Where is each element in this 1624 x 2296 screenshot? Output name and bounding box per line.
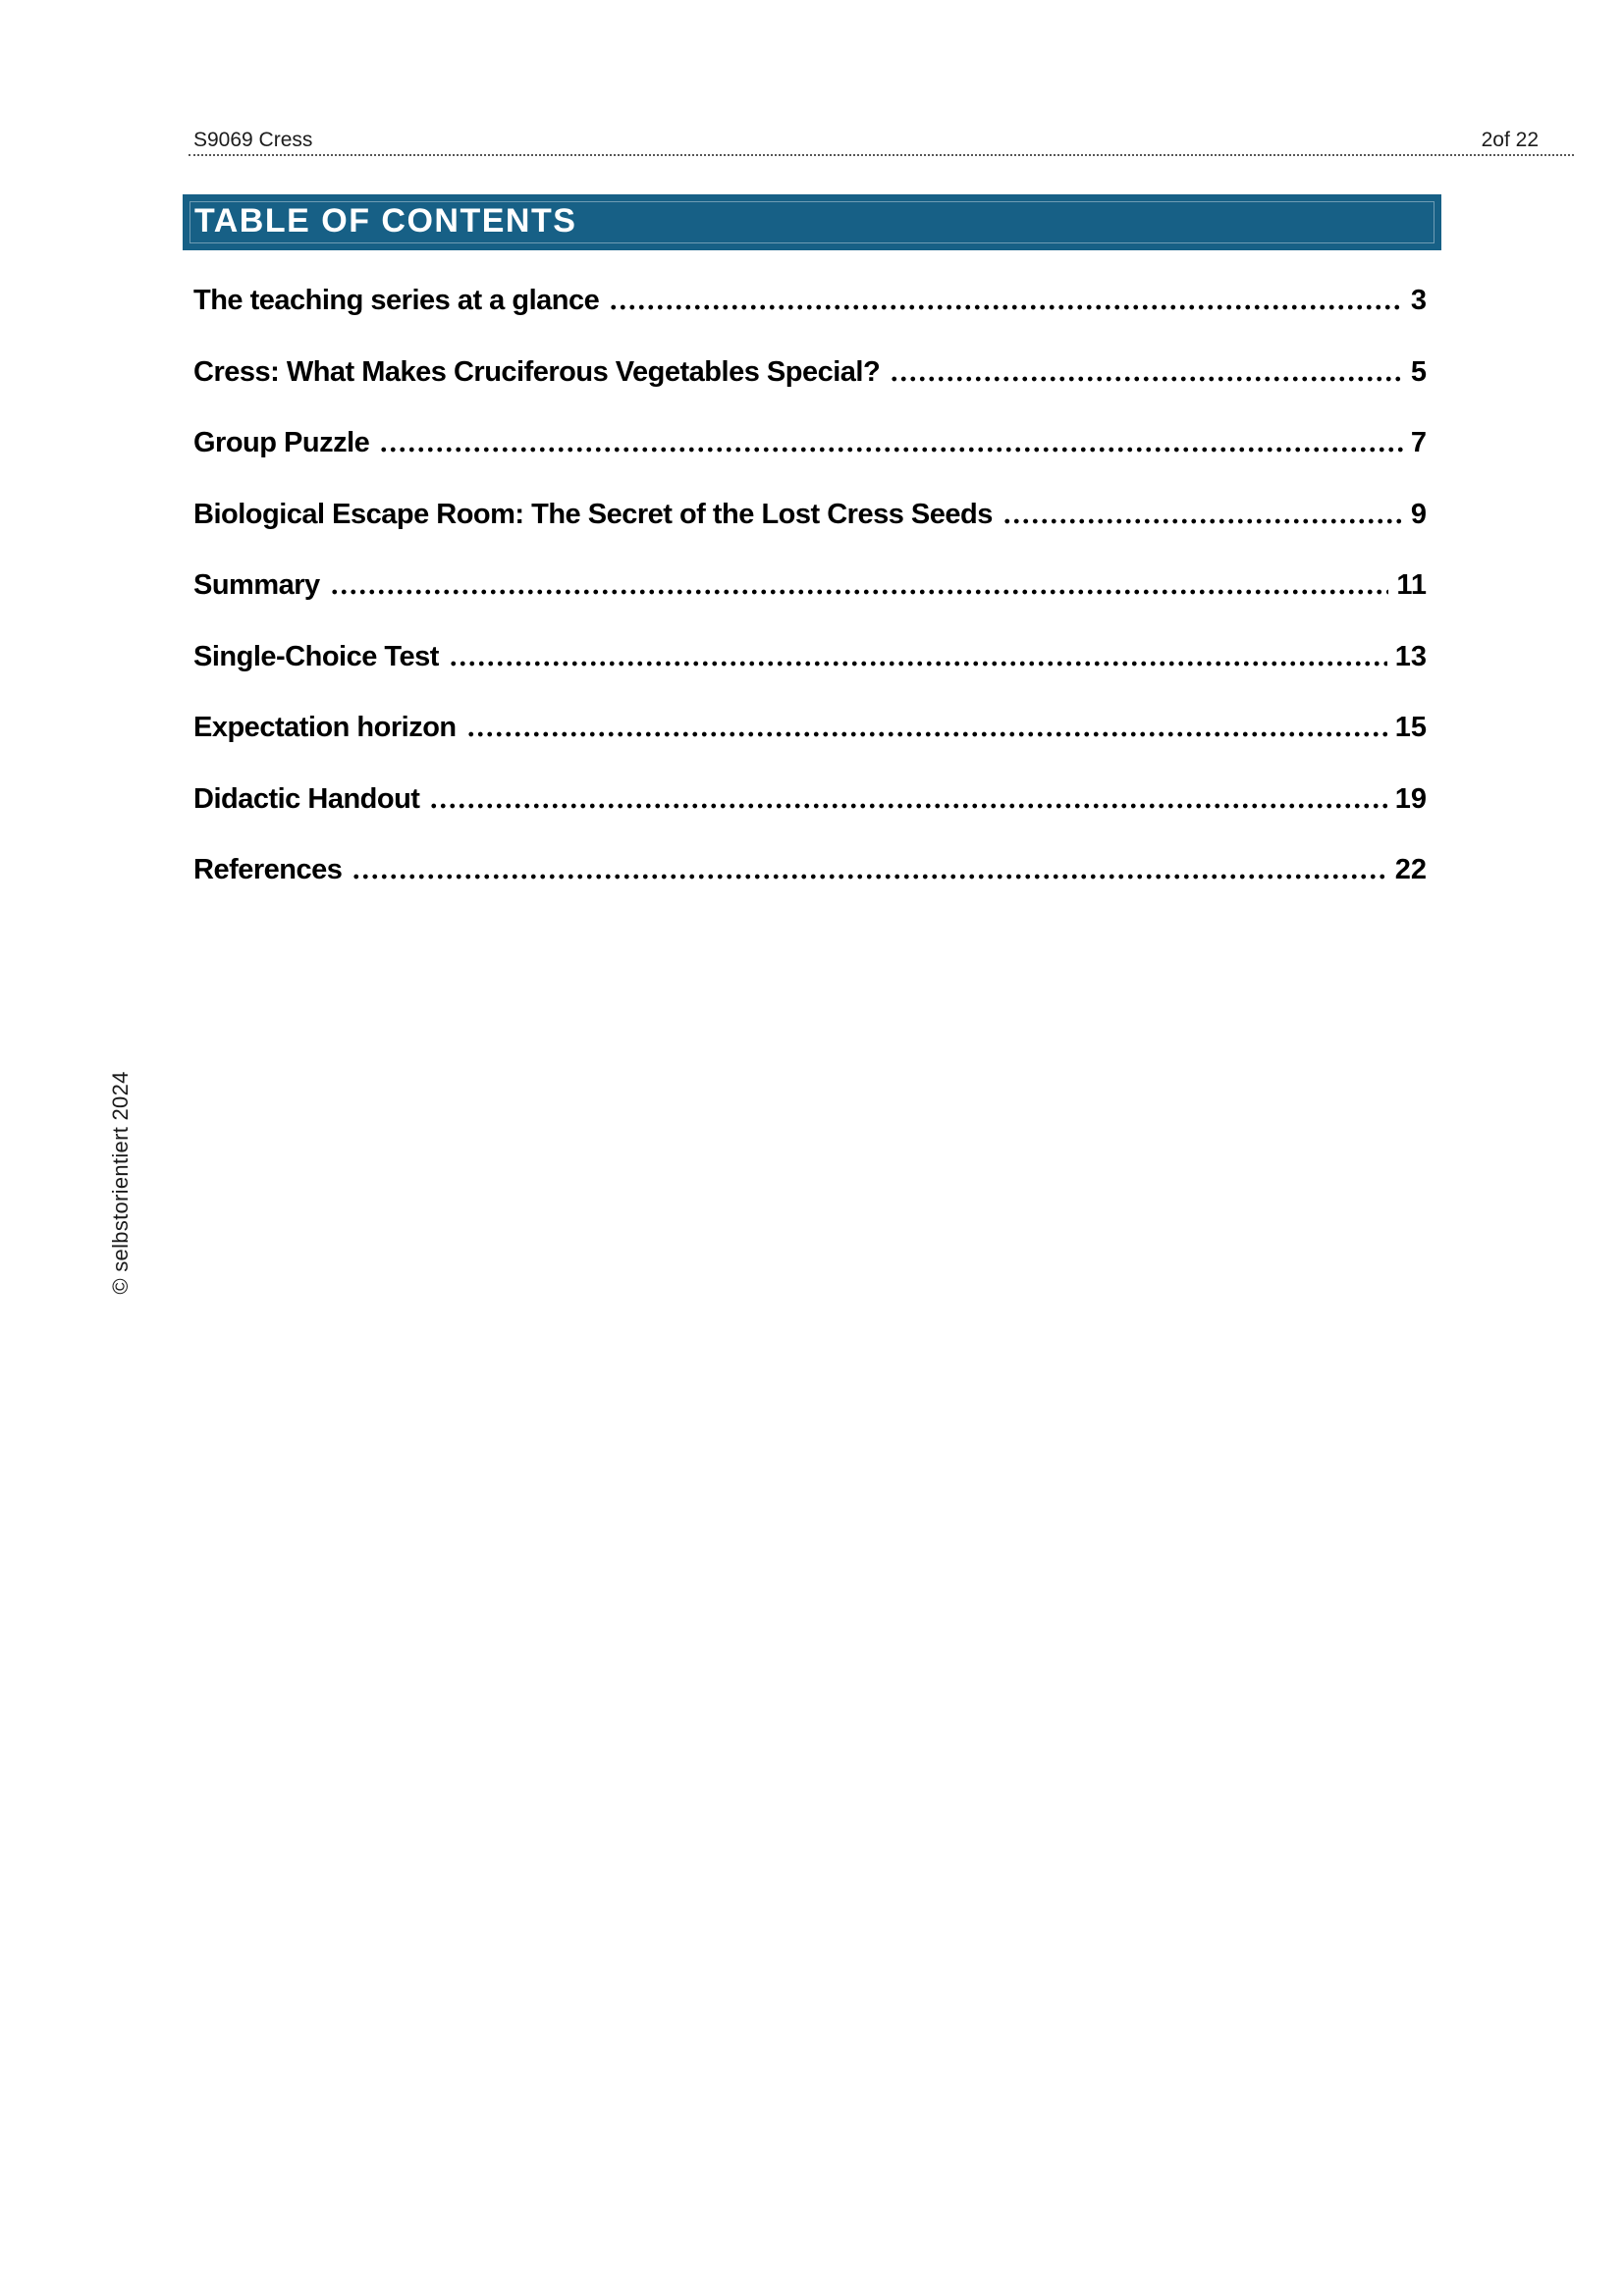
toc-entry[interactable] xyxy=(193,498,1427,531)
toc-dot-leader xyxy=(466,711,1387,744)
toc-entry-label: Summary xyxy=(193,569,320,601)
toc-dot-leader xyxy=(609,284,1403,317)
toc-entry-label: References xyxy=(193,854,343,885)
header-page-indicator: 2of 22 xyxy=(1481,129,1539,151)
toc-entry-page-number: 5 xyxy=(1410,355,1427,388)
toc-entry-page-number: 19 xyxy=(1394,782,1427,815)
toc-entry-label: Single-Choice Test xyxy=(193,640,439,672)
copyright-vertical-text: © selbstorientiert 2024 xyxy=(108,1071,133,1295)
toc-entry-label: The teaching series at a glance xyxy=(193,285,600,316)
toc-entry-page-number: 9 xyxy=(1410,498,1427,530)
toc-entry-page-number: 3 xyxy=(1410,285,1427,316)
toc-entry-page-number: 7 xyxy=(1410,427,1427,458)
toc-dot-leader xyxy=(429,782,1386,816)
toc-entry-label: Cress: What Makes Cruciferous Vegetables Special? xyxy=(193,355,881,388)
toc-entry[interactable] xyxy=(193,284,1427,317)
toc-entry[interactable] xyxy=(193,426,1427,459)
header-divider xyxy=(189,154,1574,156)
toc-entry-page-number: 13 xyxy=(1394,640,1427,672)
toc-entry-page-number: 22 xyxy=(1394,854,1427,885)
toc-entry-page-number: 11 xyxy=(1396,569,1427,601)
toc-dot-leader xyxy=(449,640,1387,673)
toc-entry-label: Group Puzzle xyxy=(193,427,370,458)
toc-dot-leader xyxy=(330,568,1389,602)
toc-entry-label: Didactic Handout xyxy=(193,782,420,815)
toc-entry[interactable] xyxy=(193,568,1427,602)
toc-banner-title: TABLE OF CONTENTS xyxy=(194,201,577,240)
page-header xyxy=(193,129,1539,152)
toc-entry[interactable] xyxy=(193,853,1427,886)
toc-entry[interactable] xyxy=(193,640,1427,673)
toc-dot-leader xyxy=(379,426,1403,459)
toc-banner xyxy=(183,194,1441,250)
toc-entry-label: Expectation horizon xyxy=(193,712,457,743)
toc-entry[interactable] xyxy=(193,355,1427,389)
toc-dot-leader xyxy=(1002,498,1403,531)
header-doc-code: S9069 Cress xyxy=(193,129,313,151)
toc-list xyxy=(193,284,1427,925)
toc-dot-leader xyxy=(352,853,1386,886)
toc-entry[interactable] xyxy=(193,782,1427,816)
toc-entry[interactable] xyxy=(193,711,1427,744)
toc-entry-page-number: 15 xyxy=(1394,712,1427,743)
toc-dot-leader xyxy=(890,355,1403,389)
toc-entry-label: Biological Escape Room: The Secret of the Lost Cress Seeds xyxy=(193,498,993,530)
